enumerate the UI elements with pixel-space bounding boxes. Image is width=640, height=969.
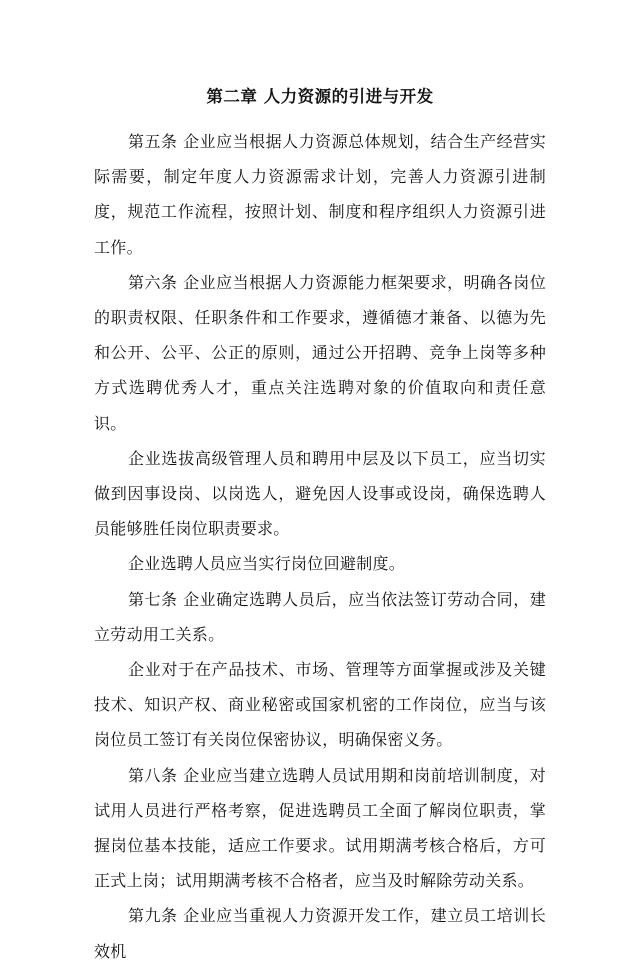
article-6-selection-paragraph: 企业选拔高级管理人员和聘用中层及以下员工，应当切实做到因事设岗、以岗选人，避免因人设事或设岗，确保选聘人员能够胜任岗位职责要求。 [94, 448, 546, 539]
article-6-paragraph: 第六条 企业应当根据人力资源能力框架要求，明确各岗位的职责权限、任职条件和工作要求，遵循德才兼备、以德为先和公开、公平、公正的原则，通过公开招聘、竞争上岗等多种方式选聘优秀人才，重点关注选聘对象的价值取向和责任意识。 [94, 272, 546, 433]
article-8-paragraph: 第八条 企业应当建立选聘人员试用期和岗前培训制度，对试用人员进行严格考察，促进选聘员工全面了解岗位职责，掌握岗位基本技能，适应工作要求。试用期满考核合格后，方可正式上岗；试用期满考核不合格者，应当及时解除劳动关系。 [94, 765, 546, 891]
article-7-paragraph: 第七条 企业确定选聘人员后，应当依法签订劳动合同，建立劳动用工关系。 [94, 589, 546, 644]
article-6-avoidance-paragraph: 企业选聘人员应当实行岗位回避制度。 [128, 554, 406, 574]
article-7-confidentiality-paragraph: 企业对于在产品技术、市场、管理等方面掌握或涉及关键技术、知识产权、商业秘密或国家机密的工作岗位，应当与该岗位员工签订有关岗位保密协议，明确保密义务。 [94, 660, 546, 750]
article-9-paragraph: 第九条 企业应当重视人力资源开发工作，建立员工培训长效机 [94, 906, 546, 961]
article-5-paragraph: 第五条 企业应当根据人力资源总体规划，结合生产经营实际需要，制定年度人力资源需求计划，完善人力资源引进制度，规范工作流程，按照计划、制度和程序组织人力资源引进工作。 [94, 132, 546, 257]
chapter-title: 第二章 人力资源的引进与开发 [206, 87, 434, 106]
